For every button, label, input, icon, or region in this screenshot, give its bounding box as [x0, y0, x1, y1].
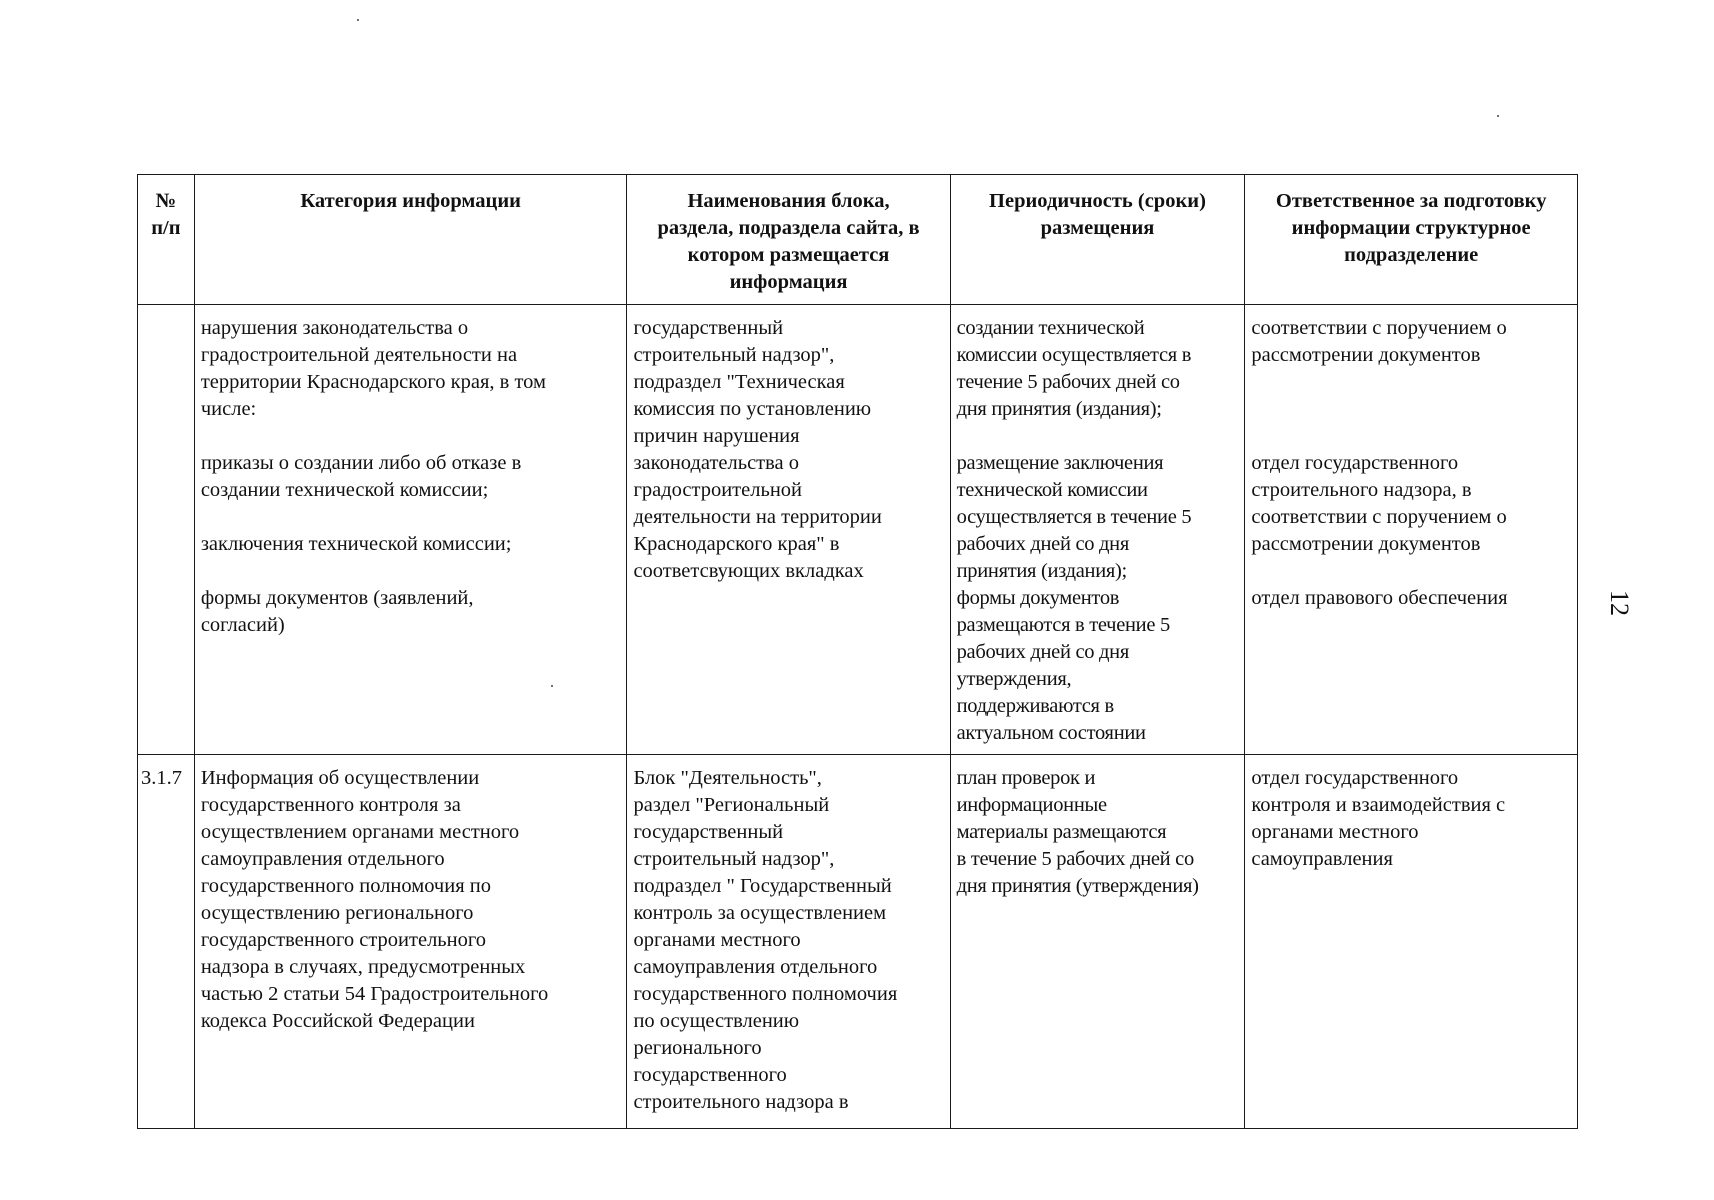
cell-category: Информация об осуществлении государственного контроля за осуществлением органами местного самоуправления отдельного государственного полномочия по осуществлению регионального государственного строительного надзора в случаях, предусмотренных частью 2 статьи 54 Градостроительного кодекса Российской Федерации: [194, 755, 627, 1129]
cell-num: 3.1.7: [138, 755, 195, 1129]
scan-speck: [1497, 115, 1499, 117]
cell-period: создании технической комиссии осуществляется в течение 5 рабочих дней со дня принятия (издания); размещение заключения технической комиссии осуществляется в течение 5 рабочих дней со дня принятия (издания); формы документов размещаются в течение 5 рабочих дней со дня утверждения, поддерживаются в актуальном состоянии: [950, 305, 1245, 755]
header-num: № п/п: [138, 175, 195, 305]
cell-period: план проверок и информационные материалы размещаются в течение 5 рабочих дней со дня принятия (утверждения): [950, 755, 1245, 1129]
header-block: Наименования блока, раздела, подраздела сайта, в котором размещается информация: [627, 175, 950, 305]
info-table: [137, 174, 1578, 1129]
cell-category: нарушения законодательства о градостроительной деятельности на территории Краснодарского края, в том числе: приказы о создании либо об отказе в создании технической комиссии; заключения технической комиссии; формы документов (заявлений, согласий): [194, 305, 627, 755]
table-row: [138, 305, 1578, 755]
cell-responsible: отдел государственного контроля и взаимодействия с органами местного самоуправления: [1245, 755, 1578, 1129]
page-number: 12: [1605, 590, 1634, 616]
header-period: Периодичность (сроки) размещения: [950, 175, 1245, 305]
table-header-row: [138, 175, 1578, 305]
cell-block: государственный строительный надзор", подраздел "Техническая комиссия по установлению причин нарушения законодательства о градостроительной деятельности на территории Краснодарского края" в соответсвующих вкладках: [627, 305, 950, 755]
cell-block: Блок "Деятельность", раздел "Региональный государственный строительный надзор", подраздел " Государственный контроль за осуществлением органами местного самоуправления отдельного государственного полномочия по осуществлению регионального государственного строительного надзора в: [627, 755, 950, 1129]
scan-speck: [357, 19, 359, 21]
cell-num: [138, 305, 195, 755]
cell-responsible: соответствии с поручением о рассмотрении документов отдел государственного строительного надзора, в соответствии с поручением о рассмотрении документов отдел правового обеспечения: [1245, 305, 1578, 755]
header-responsible: Ответственное за подготовку информации структурное подразделение: [1245, 175, 1578, 305]
header-category: Категория информации: [194, 175, 627, 305]
table-row: [138, 755, 1578, 1129]
